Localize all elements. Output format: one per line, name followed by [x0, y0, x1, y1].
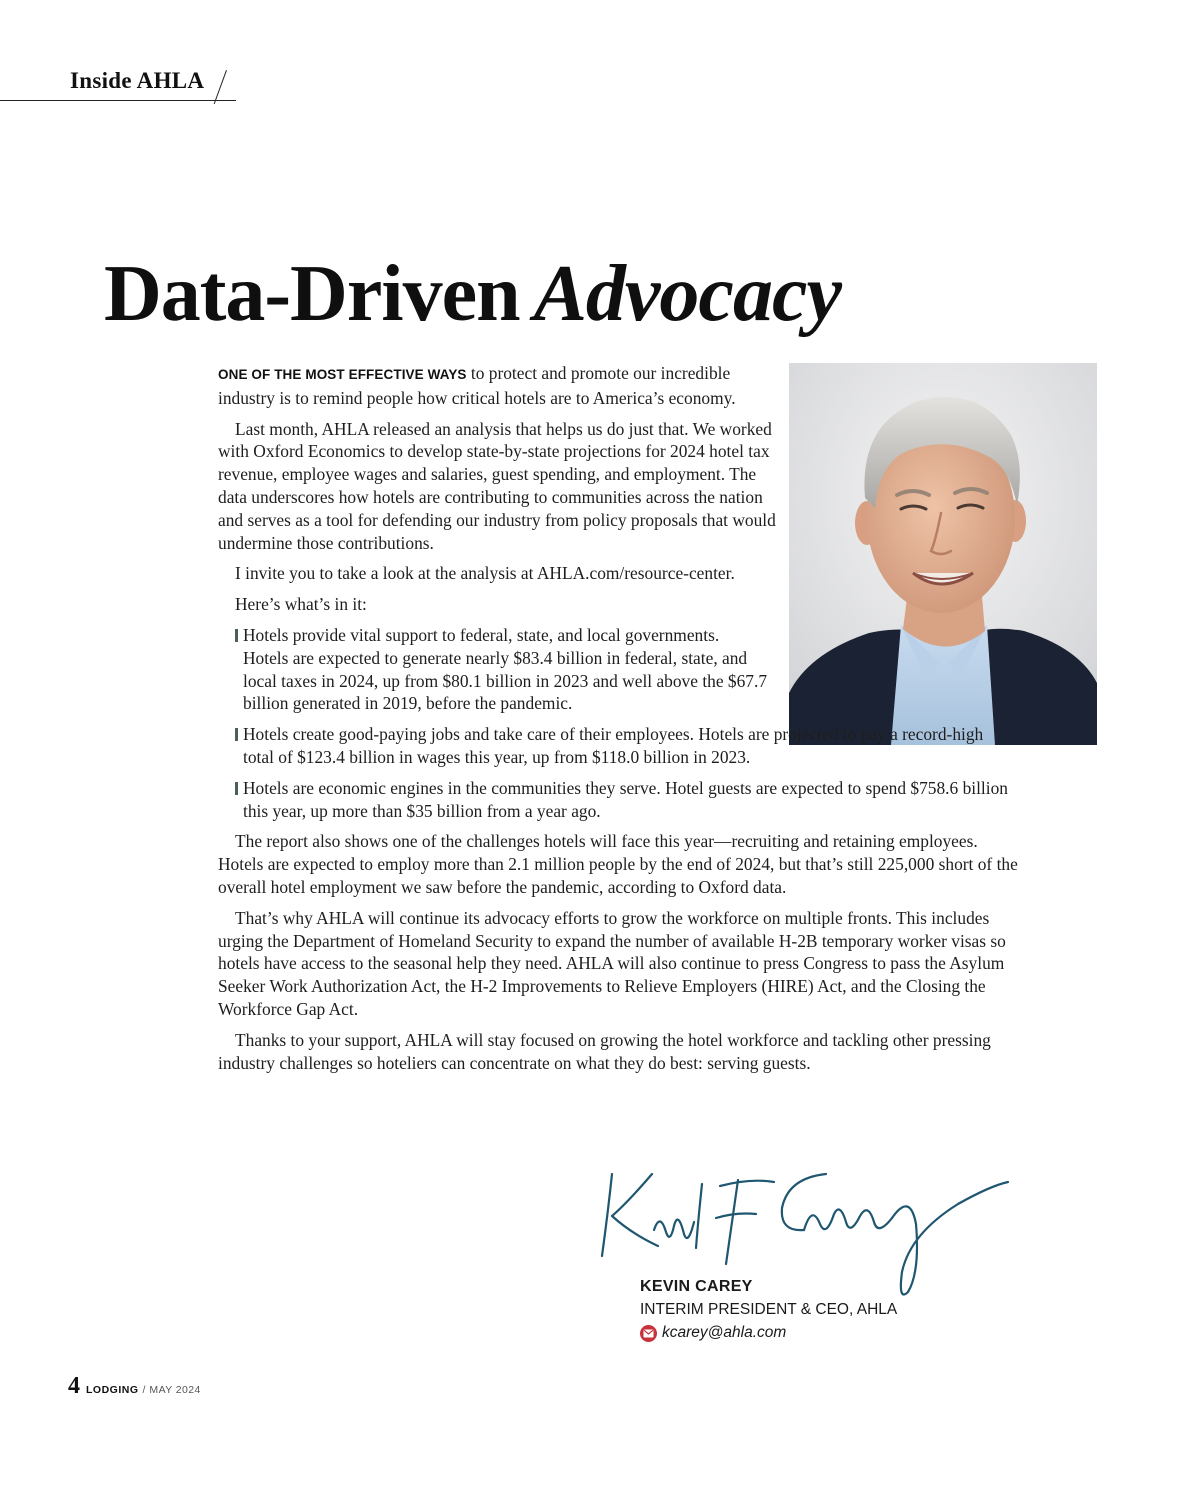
signer-email[interactable]: kcarey@ahla.com — [662, 1324, 787, 1341]
paragraph-2: Last month, AHLA released an analysis that helps us do just that. We worked with Oxford Economics to develop state-by-state projections for 2024 hotel tax revenue, employee wages and salaries, guest spending, and employment. The data underscores how hotels are contributing to communities across the nation and serves as a tool for defending our industry from policy proposals that would undermine those contributions. — [218, 418, 776, 553]
paragraph-4: Here’s what’s in it: — [235, 594, 367, 615]
section-label: Inside AHLA — [70, 68, 205, 93]
paragraph-3: I invite you to take a look at the analysis at AHLA.com/resource-center. — [235, 563, 735, 584]
headline-italic: Advocacy — [533, 250, 841, 338]
magazine-name: LODGING — [86, 1384, 139, 1396]
signer-email-row — [640, 1324, 786, 1342]
lead-in: ONE OF THE MOST EFFECTIVE WAYS — [218, 367, 467, 382]
issue-date: MAY 2024 — [149, 1384, 201, 1396]
handwritten-signature — [598, 1152, 1018, 1298]
bullet-text: Hotels are economic engines in the communities they serve. Hotel guests are expected to spend $758.6 billion this year, up more than $35 billion from a year ago. — [243, 777, 1008, 821]
paragraph-5: The report also shows one of the challenges hotels will face this year—recruiting and retaining employees. Hotels are expected to employ more than 2.1 million people by the end of 2024, but that’s still 225,000 short of the overall hotel employment we saw before the pandemic, according to Oxford data. — [218, 831, 1018, 897]
paragraph-intro — [218, 362, 778, 410]
signer-name: KEVIN CAREY — [640, 1278, 753, 1295]
bullet-list — [218, 624, 1018, 822]
signer-title: INTERIM PRESIDENT & CEO, AHLA — [640, 1301, 898, 1318]
headline-main: Data-Driven — [104, 250, 520, 338]
list-item — [218, 723, 1018, 769]
page-number: 4 — [68, 1373, 80, 1399]
paragraph-7: Thanks to your support, AHLA will stay focused on growing the hotel workforce and tackling other pressing industry challenges so hoteliers can concentrate on what they do best: serving guests. — [218, 1029, 991, 1073]
footer-separator: / — [142, 1384, 146, 1396]
bullet-mark — [235, 629, 238, 642]
bullet-mark — [235, 728, 238, 741]
section-rule — [0, 100, 236, 101]
paragraph-intro-rest: to protect and promote our incredible industry is to remind people how critical hotels are to America’s economy. — [218, 363, 736, 408]
bullet-text: Hotels create good-paying jobs and take care of their employees. Hotels are projected to pay a record-high total of $123.4 billion in wages this year, up from $118.0 billion in 2023. — [243, 724, 984, 767]
paragraph-6: That’s why AHLA will continue its advocacy efforts to grow the workforce on multiple fronts. This includes urging the Department of Homeland Security to expand the number of available H-2B temporary worker visas so hotels have access to the seasonal help they need. AHLA will also continue to press Congress to pass the Asylum Seeker Work Authorization Act, the H-2 Improvements to Relieve Employers (HIRE) Act, and the Closing the Workforce Gap Act. — [218, 907, 1006, 1019]
bullet-mark — [235, 782, 238, 795]
mail-icon — [640, 1325, 657, 1342]
list-item — [218, 624, 1018, 715]
article-body — [218, 362, 1018, 1082]
list-item — [218, 777, 1018, 823]
headline — [104, 246, 841, 342]
bullet-text: Hotels provide vital support to federal, state, and local governments. Hotels are expected to generate nearly $83.4 billion in federal, state, and local taxes in 2024, up from $80.1 billion in 2023 and well above the $67.7 billion generated in 2019, before the pandemic. — [243, 624, 768, 714]
page-footer — [68, 1373, 201, 1400]
